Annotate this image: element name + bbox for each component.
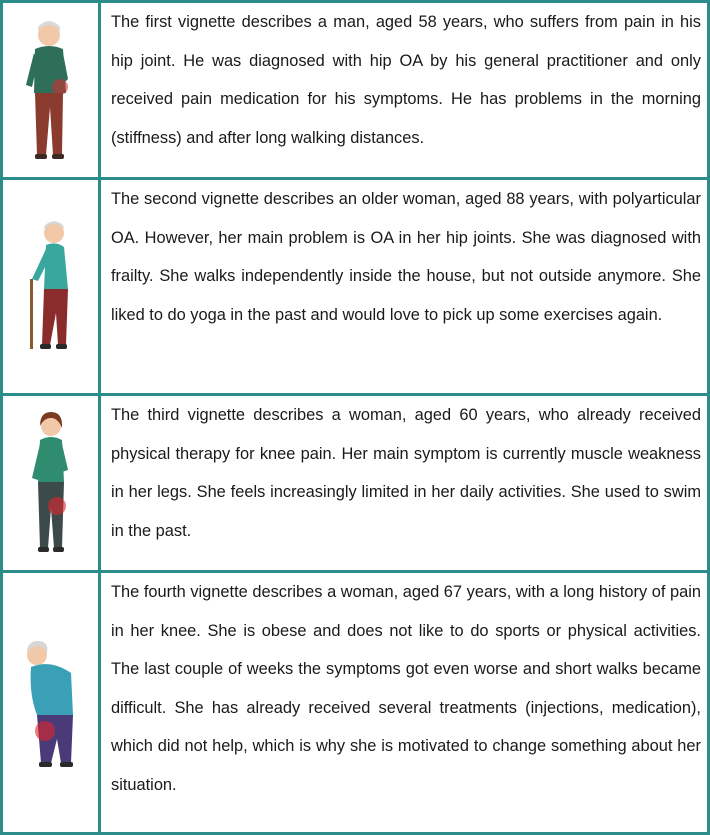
- vignette-2-icon-cell: [3, 180, 101, 393]
- vignette-3-icon-cell: [3, 396, 101, 570]
- vignette-4-icon-cell: [3, 573, 101, 832]
- vignette-4-text-cell: [104, 573, 707, 832]
- vignette-2-text: The second vignette describes an older woman, aged 88 years, with polyarticular OA. However, her main problem is OA in her hip joints. She was diagnosed with frailty. She walks independently inside the house, but not outside anymore. She liked to do yoga in the past and would love to pick up some exercises again.: [111, 190, 701, 324]
- vignette-row-4: [3, 573, 707, 832]
- vignette-1-text: The first vignette describes a man, aged 58 years, who suffers from pain in his hip joint. He was diagnosed with hip OA by his general practitioner and only received pain medication for his symptoms. He has problems in the morning (stiffness) and after long walking distances.: [111, 13, 701, 147]
- vignette-row-3: [3, 396, 707, 573]
- man-hip-pain-icon: [16, 15, 86, 165]
- obese-woman-knee-pain-icon: [11, 633, 91, 773]
- vignette-row-2: [3, 180, 707, 396]
- vignette-1-icon-cell: [3, 3, 101, 177]
- vignette-row-1: [3, 3, 707, 180]
- vignette-2-text-cell: [104, 180, 707, 393]
- old-woman-cane-icon: [16, 217, 86, 357]
- vignette-4-text: The fourth vignette describes a woman, aged 67 years, with a long history of pain in her knee. She is obese and does not like to do sports or physical activities. The last couple of weeks the symptoms got even worse and short walks became difficult. She has already received several treatments (injections, medication), which did not help, which is why she is motivated to change something about her situation.: [111, 583, 701, 794]
- woman-knee-pain-icon: [16, 408, 86, 558]
- vignette-1-text-cell: [104, 3, 707, 177]
- vignette-3-text: The third vignette describes a woman, aged 60 years, who already received physical therapy for knee pain. Her main symptom is currently muscle weakness in her legs. She feels increasingly limited in her daily activities. She used to swim in the past.: [111, 406, 701, 540]
- vignette-3-text-cell: [104, 396, 707, 570]
